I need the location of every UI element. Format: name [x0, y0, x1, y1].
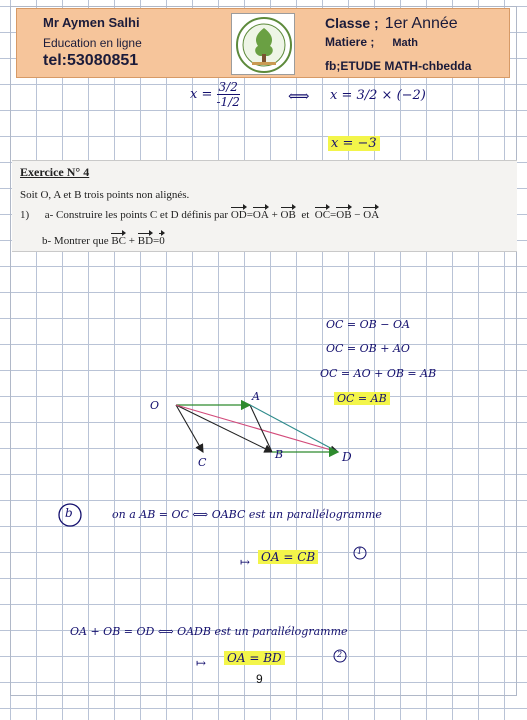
vector-ob: OB	[280, 209, 296, 221]
fraction-denominator: -1/2	[216, 95, 240, 109]
working-line-3: OC = AO + OB = AB	[320, 367, 437, 380]
working-line-4: OC = AB	[334, 392, 390, 405]
education-label: Education en ligne	[43, 36, 142, 50]
question-1a-label: a- Construire les points C et D définis par	[44, 209, 229, 221]
facebook-page: fb;ETUDE MATH-chbedda	[325, 59, 472, 73]
part-b-ref-2: 2	[337, 650, 343, 659]
question-1b: b- Montrer que BC + BD=0	[42, 235, 165, 247]
x-result: x = −3	[328, 136, 380, 151]
et-word: et	[301, 209, 310, 221]
part-b-line-1: on a AB = OC ⟺ OABC est un parallélogramme	[112, 508, 382, 521]
question-1b-label: b- Montrer que	[42, 235, 109, 247]
segment-ad	[250, 405, 338, 452]
matiere-label: Matiere ;	[325, 35, 375, 49]
point-label-d: D	[342, 450, 352, 464]
part-b-line-3: OA + OB = OD ⟺ OADB est un parallélogramme	[70, 625, 348, 638]
point-label-o: O	[150, 399, 160, 412]
vector-bd: BD	[137, 235, 154, 247]
segment-ab	[250, 405, 272, 452]
vector-ob-2: OB	[336, 209, 352, 221]
exercise-title: Exercice N° 4	[20, 165, 90, 179]
point-label-c: C	[198, 456, 207, 469]
working-line-2: OC = OB + AO	[326, 342, 410, 355]
part-b-arrow-2: ↦	[196, 656, 207, 670]
exercise-intro: Soit O, A et B trois points non alignés.	[20, 189, 190, 201]
equivalence-symbol: ⟺	[288, 87, 310, 105]
vector-oc: OC	[314, 209, 331, 221]
question-number: 1)	[20, 209, 30, 221]
working-line-1: OC = OB − OA	[326, 318, 410, 331]
part-b-arrow-1: ↦	[240, 555, 251, 569]
vector-bc: BC	[111, 235, 127, 247]
vector-zero: 0	[159, 235, 165, 247]
vector-oa: OA	[252, 209, 269, 221]
fraction-numerator: 3/2	[218, 80, 238, 94]
x-equals: x =	[190, 87, 213, 102]
point-label-a: A	[252, 390, 260, 403]
page-number: 9	[256, 672, 263, 686]
question-1a: 1) a- Construire les points C et D définis par OD=OA + OB et OC=OB − OA	[20, 209, 380, 221]
vector-oa-2: OA	[363, 209, 380, 221]
part-b-line-2: OA = CB	[258, 550, 318, 564]
teacher-name: Mr Aymen Salhi	[43, 15, 140, 30]
x-product: x = 3/2 × (−2)	[330, 88, 426, 103]
part-b-ref-1: 1	[357, 547, 363, 556]
classe-label: Classe ;	[325, 15, 379, 31]
point-label-b: B	[275, 448, 284, 461]
telephone: tel:53080851	[43, 52, 139, 69]
part-b-line-4: OA = BD	[224, 651, 285, 665]
part-b-marker: b	[65, 506, 73, 520]
classe-value: 1er Année	[384, 15, 458, 32]
vector-od: OD	[230, 209, 247, 221]
matiere-value: Math	[392, 37, 419, 49]
